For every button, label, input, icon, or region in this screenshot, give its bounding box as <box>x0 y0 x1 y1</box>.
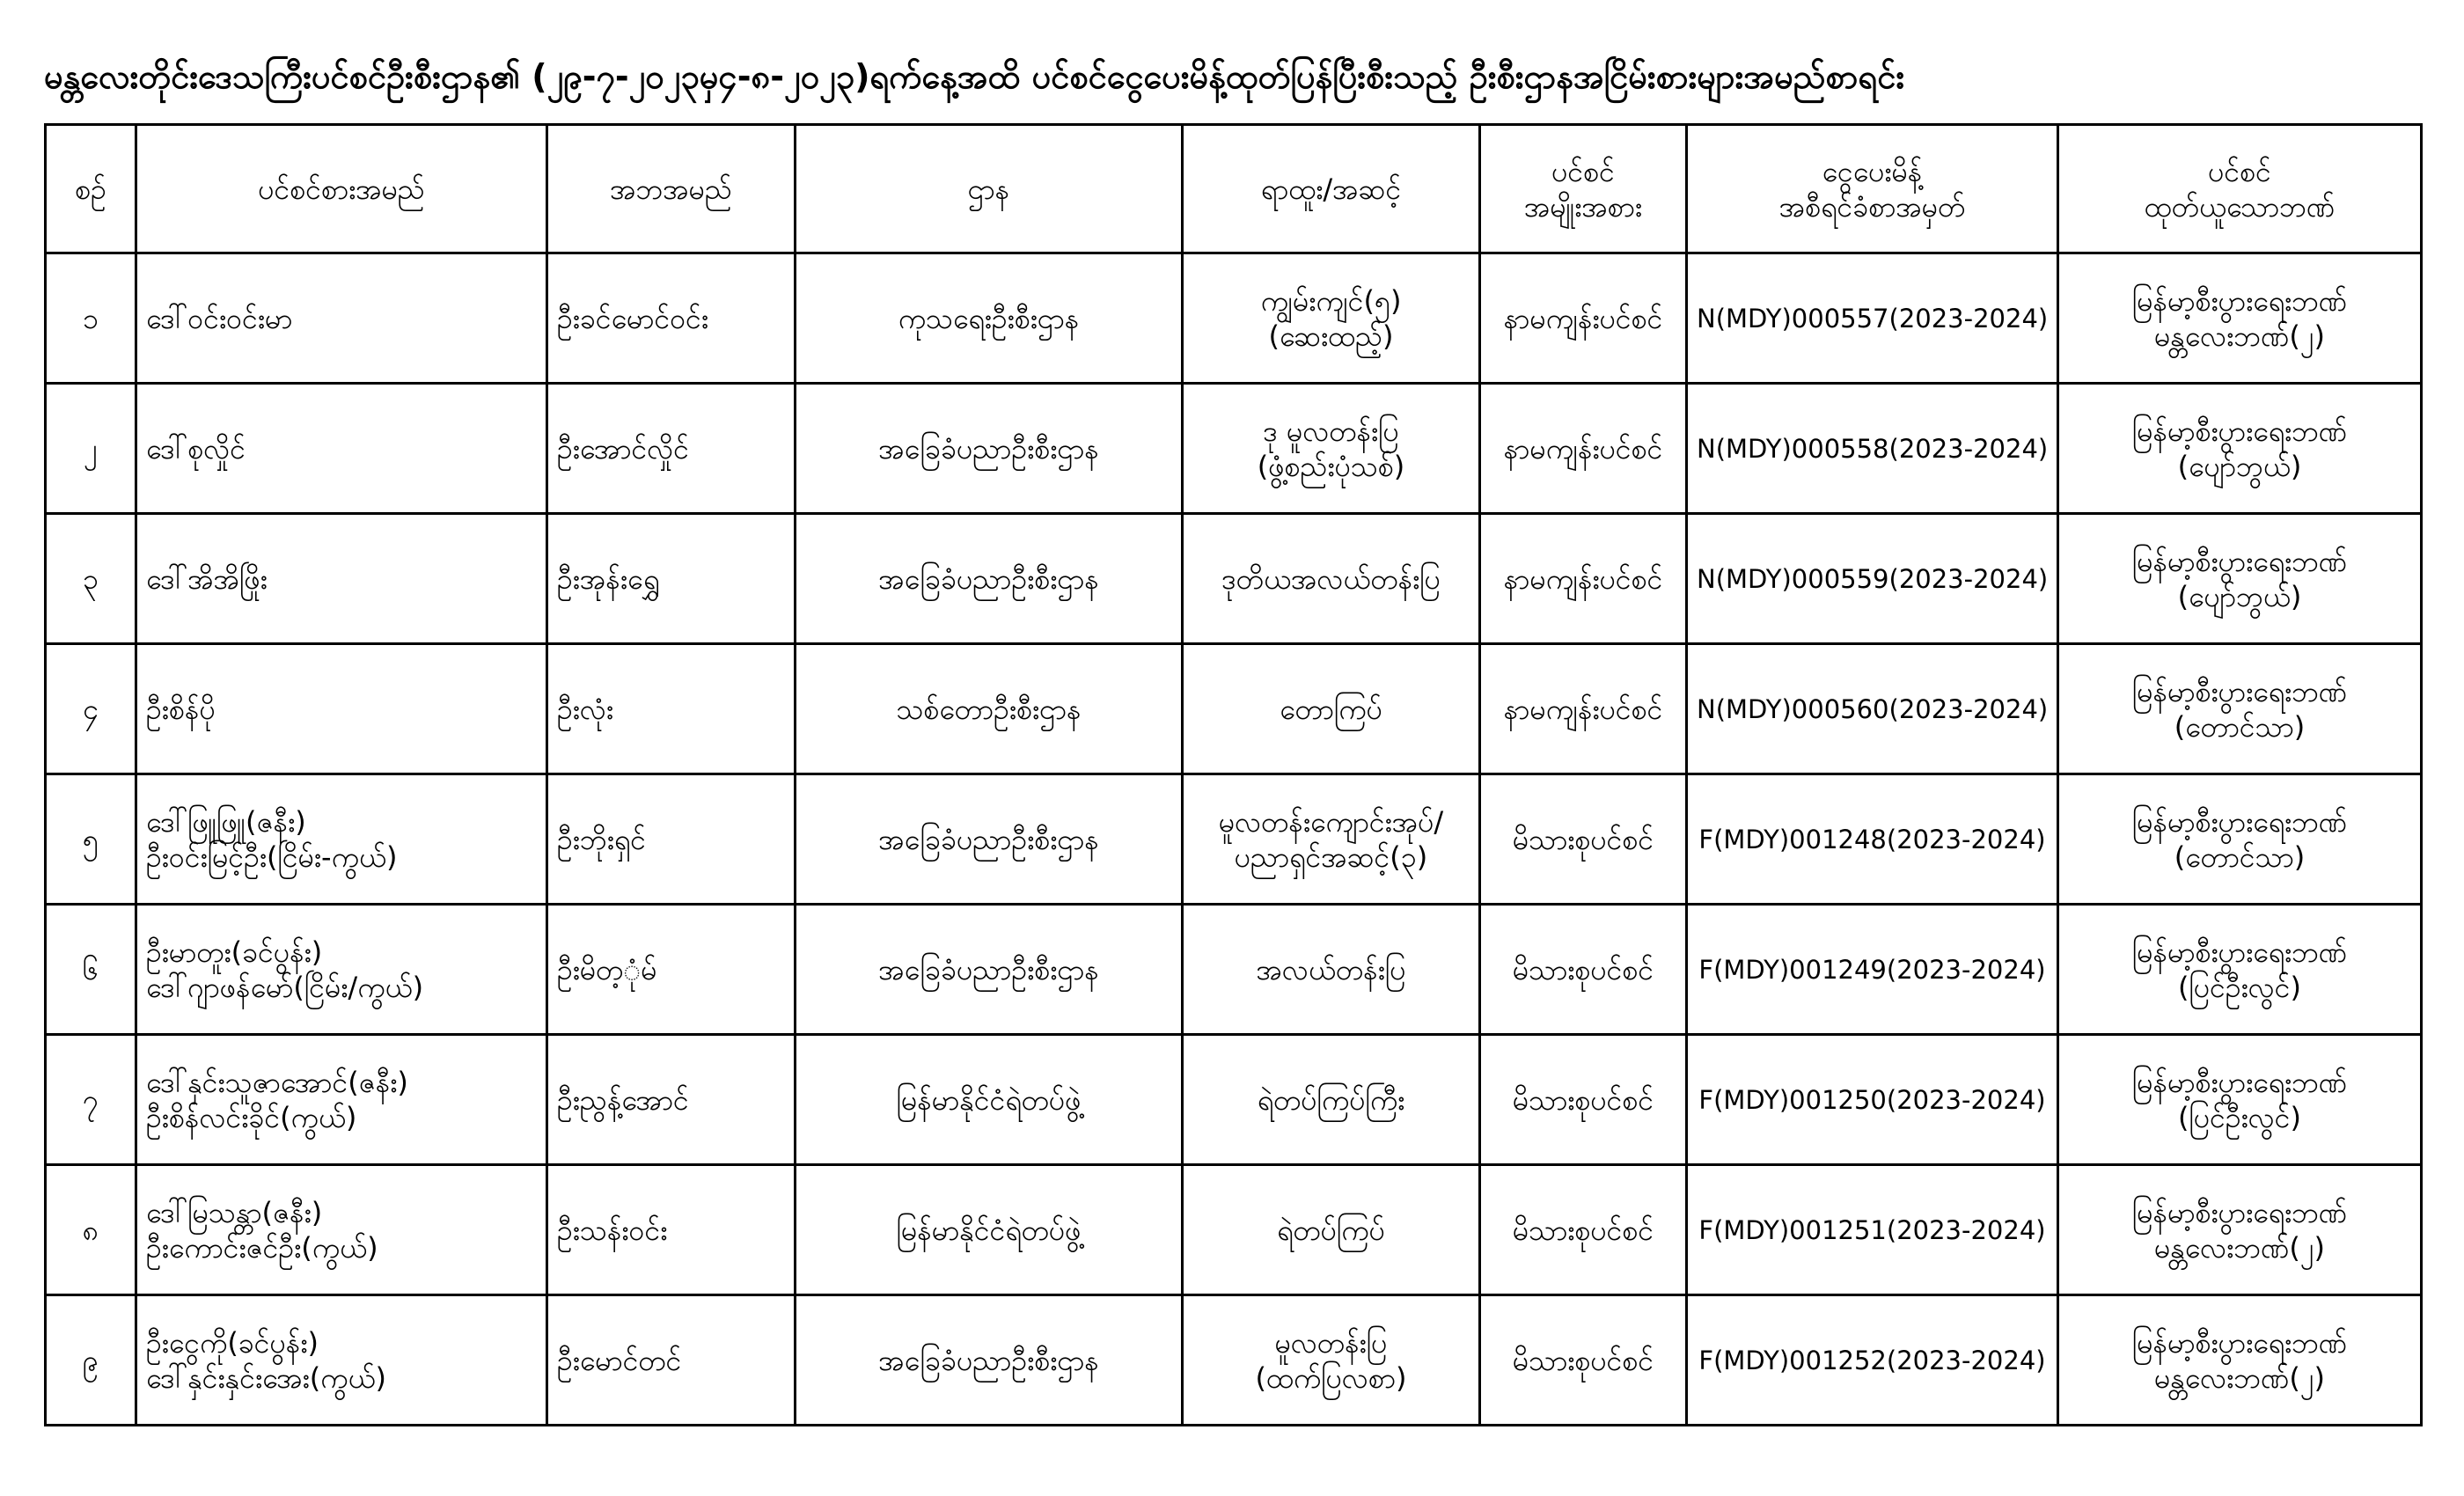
cell-no-text: ၂ <box>84 431 98 466</box>
cell-no <box>46 1295 136 1426</box>
cell-order-number <box>1687 1295 2058 1426</box>
cell-pensioner-name-text: ဦးကောင်းဇင်ဦး(ကွယ်) <box>146 1230 378 1265</box>
cell-pensioner-name-text: ဦးမာတူး(ခင်ပွန်း) <box>146 935 323 969</box>
cell-father-name-text: ဦးသန်းဝင်း <box>557 1213 668 1247</box>
cell-pension-type-text: နာမကျန်းပင်စင် <box>1503 301 1663 335</box>
cell-pension-type <box>1480 1165 1687 1295</box>
table-body <box>46 253 2422 1426</box>
cell-rank-text: ပညာရှင်အဆင့်(၃) <box>1234 840 1428 874</box>
table-row <box>46 384 2422 514</box>
cell-order-number <box>1687 384 2058 514</box>
cell-pensioner-name-text: ဒေါ်ဂျာဖန်မော်(ငြိမ်း/ကွယ်) <box>146 970 424 1004</box>
cell-father-name <box>547 514 796 644</box>
header-department <box>796 125 1183 253</box>
cell-pension-type-text: မိသားစုပင်စင် <box>1512 822 1654 856</box>
cell-department-text: အခြေခံပညာဦးစီးဌာန <box>878 822 1099 856</box>
cell-bank <box>2058 774 2422 905</box>
header-label-line2: ထုတ်ယူသောဘဏ် <box>2144 189 2336 224</box>
cell-bank-text: မြန်မာ့စီးပွားရေးဘဏ် <box>2131 414 2348 448</box>
cell-department <box>796 253 1183 384</box>
cell-bank-text: မြန်မာ့စီးပွားရေးဘဏ် <box>2131 283 2348 318</box>
cell-pension-type-text: နာမကျန်းပင်စင် <box>1503 561 1663 596</box>
cell-father-name-text: ဦးမိတ့ုံမ် <box>557 952 657 986</box>
cell-rank <box>1183 1035 1480 1165</box>
cell-bank-text: မန္တလေးဘဏ်(၂) <box>2153 319 2326 353</box>
header-label: အဘအမည် <box>610 172 732 206</box>
header-label: စဉ် <box>75 172 106 206</box>
cell-department <box>796 1295 1183 1426</box>
cell-no-text: ၆ <box>83 952 99 986</box>
cell-bank-text: မြန်မာ့စီးပွားရေးဘဏ် <box>2131 935 2348 969</box>
cell-no <box>46 253 136 384</box>
cell-rank-text: (ထက်ပြလစာ) <box>1255 1360 1407 1395</box>
cell-pensioner-name <box>136 644 547 774</box>
cell-father-name-text: ဦးဘိုးရှင် <box>557 822 646 856</box>
cell-rank <box>1183 905 1480 1035</box>
cell-pension-type-text: မိသားစုပင်စင် <box>1512 1082 1654 1117</box>
cell-no <box>46 1165 136 1295</box>
cell-department <box>796 384 1183 514</box>
cell-no-text: ၅ <box>83 822 99 856</box>
document-title: မန္တလေးတိုင်းဒေသကြီးပင်စင်ဦးစီးဌာန၏ (၂၉-၇-၂၀၂၃မှ၄-၈-၂၀၂၃)ရက်နေ့အထိ ပင်စင်ငွေပေးမိန့်ထုတ်ပြန်ပြီးစီးသည့် ဦးစီးဌာနအငြိမ်းစားများအမည်စာရင်း <box>44 57 1905 96</box>
header-no <box>46 125 136 253</box>
table-row <box>46 774 2422 905</box>
cell-father-name <box>547 384 796 514</box>
cell-rank-text: မူလတန်းကျောင်းအုပ်/ <box>1218 804 1444 839</box>
cell-bank-text: မြန်မာ့စီးပွားရေးဘဏ် <box>2131 804 2348 839</box>
cell-no-text: ၇ <box>83 1082 99 1117</box>
header-label: ရာထူး/အဆင့် <box>1260 172 1402 206</box>
cell-pension-type <box>1480 644 1687 774</box>
cell-father-name <box>547 1295 796 1426</box>
cell-pensioner-name <box>136 514 547 644</box>
cell-pension-type <box>1480 253 1687 384</box>
cell-order-number-text: N(MDY)000557(2023-2024) <box>1697 303 2049 334</box>
header-label: ငွေပေးမိန့် <box>1822 154 1923 188</box>
cell-pensioner-name <box>136 1165 547 1295</box>
cell-order-number-text: F(MDY)001248(2023-2024) <box>1698 824 2046 854</box>
cell-pension-type-text: မိသားစုပင်စင် <box>1512 1213 1654 1247</box>
cell-order-number-text: F(MDY)001252(2023-2024) <box>1698 1345 2046 1375</box>
cell-rank <box>1183 253 1480 384</box>
cell-bank-text: (ပျော်ဘွယ်) <box>2177 449 2302 483</box>
header-label: ပင်စင်စားအမည် <box>258 172 425 206</box>
cell-pensioner-name-text: ဒေါ်ဖြူဖြူ(ဇနီး) <box>146 804 306 839</box>
cell-father-name <box>547 1035 796 1165</box>
table-row <box>46 514 2422 644</box>
cell-father-name-text: ဦးအောင်လှိုင် <box>557 431 690 466</box>
cell-order-number <box>1687 774 2058 905</box>
cell-bank <box>2058 514 2422 644</box>
cell-pensioner-name <box>136 1035 547 1165</box>
cell-bank-text: မြန်မာ့စီးပွားရေးဘဏ် <box>2131 1195 2348 1229</box>
header-row <box>46 125 2422 253</box>
cell-bank-text: မန္တလေးဘဏ်(၂) <box>2153 1360 2326 1395</box>
cell-rank <box>1183 774 1480 905</box>
cell-department-text: မြန်မာနိုင်ငံရဲတပ်ဖွဲ့ <box>896 1213 1082 1247</box>
cell-rank-text: (ဖွံ့စည်းပုံသစ်) <box>1257 449 1405 483</box>
cell-pensioner-name-text: ဦးဝင်းမြင့်ဦး(ငြိမ်း-ကွယ်) <box>146 840 398 874</box>
cell-pensioner-name <box>136 905 547 1035</box>
cell-father-name <box>547 253 796 384</box>
cell-pension-type <box>1480 774 1687 905</box>
cell-department <box>796 1035 1183 1165</box>
cell-department-text: မြန်မာနိုင်ငံရဲတပ်ဖွဲ့ <box>896 1082 1082 1117</box>
cell-rank-text: ရဲတပ်ကြပ် <box>1277 1213 1385 1247</box>
cell-bank <box>2058 384 2422 514</box>
cell-department-text: ကုသရေးဦးစီးဌာန <box>898 301 1080 335</box>
cell-rank <box>1183 644 1480 774</box>
cell-order-number <box>1687 905 2058 1035</box>
cell-father-name <box>547 1165 796 1295</box>
cell-bank <box>2058 905 2422 1035</box>
header-pensioner-name <box>136 125 547 253</box>
cell-no <box>46 644 136 774</box>
cell-pensioner-name-text: ဒေါ်နှင်းသူဇာအောင်(ဇနီး) <box>146 1065 408 1099</box>
cell-rank <box>1183 384 1480 514</box>
cell-rank <box>1183 1165 1480 1295</box>
cell-department-text: အခြေခံပညာဦးစီးဌာန <box>878 1343 1099 1377</box>
cell-order-number <box>1687 1165 2058 1295</box>
cell-bank <box>2058 1035 2422 1165</box>
header-father-name <box>547 125 796 253</box>
cell-bank <box>2058 253 2422 384</box>
cell-father-name <box>547 905 796 1035</box>
cell-department-text: အခြေခံပညာဦးစီးဌာန <box>878 431 1099 466</box>
cell-father-name-text: ဦးခင်မောင်ဝင်း <box>557 301 709 335</box>
cell-bank-text: မြန်မာ့စီးပွားရေးဘဏ် <box>2131 544 2348 578</box>
cell-rank-text: ကျွမ်းကျင်(၅) <box>1260 283 1402 318</box>
cell-no-text: ၉ <box>83 1343 99 1377</box>
cell-bank <box>2058 1165 2422 1295</box>
cell-rank-text: ရဲတပ်ကြပ်ကြီး <box>1257 1082 1405 1117</box>
cell-father-name-text: ဦးအုန်းရွှေ <box>557 561 660 596</box>
cell-pensioner-name-text: ဦးစိန်လင်းခိုင်(ကွယ်) <box>146 1100 357 1134</box>
header-bank <box>2058 125 2422 253</box>
table-row <box>46 1295 2422 1426</box>
cell-order-number <box>1687 514 2058 644</box>
table-row <box>46 905 2422 1035</box>
cell-pension-type <box>1480 905 1687 1035</box>
cell-pensioner-name-text: ဒေါ်နှင်းနှင်းအေး(ကွယ်) <box>146 1360 387 1395</box>
header-rank <box>1183 125 1480 253</box>
cell-rank-text: ဒု မူလတန်းပြ <box>1263 414 1399 448</box>
cell-pension-type <box>1480 384 1687 514</box>
cell-department <box>796 1165 1183 1295</box>
cell-order-number <box>1687 1035 2058 1165</box>
cell-father-name-text: ဦးလုံး <box>557 692 613 726</box>
cell-pensioner-name-text: ဒေါ်ဝင်းဝင်းမာ <box>146 301 293 335</box>
cell-department <box>796 514 1183 644</box>
cell-bank-text: (တောင်သာ) <box>2174 840 2306 874</box>
cell-order-number-text: F(MDY)001249(2023-2024) <box>1698 954 2046 985</box>
table-header <box>46 125 2422 253</box>
cell-department <box>796 774 1183 905</box>
pensioner-table <box>44 123 2423 1426</box>
header-label: ပင်စင် <box>1551 154 1615 188</box>
cell-pensioner-name <box>136 774 547 905</box>
cell-bank-text: (တောင်သာ) <box>2174 709 2306 744</box>
cell-bank <box>2058 644 2422 774</box>
cell-pension-type <box>1480 1295 1687 1426</box>
cell-department <box>796 644 1183 774</box>
cell-father-name <box>547 644 796 774</box>
cell-bank-text: မန္တလေးဘဏ်(၂) <box>2153 1230 2326 1265</box>
cell-pensioner-name <box>136 384 547 514</box>
header-order-number <box>1687 125 2058 253</box>
cell-no <box>46 514 136 644</box>
cell-rank-text: (ဆေးထည့်) <box>1268 319 1394 353</box>
header-label-line2: အမျိုးအစား <box>1523 189 1643 224</box>
cell-department-text: အခြေခံပညာဦးစီးဌာန <box>878 561 1099 596</box>
cell-order-number <box>1687 644 2058 774</box>
cell-pensioner-name-text: ဒေါ်မြသန္တာ(ဇနီး) <box>146 1195 323 1229</box>
cell-department-text: သစ်တောဦးစီးဌာန <box>896 692 1082 726</box>
cell-pension-type <box>1480 514 1687 644</box>
cell-bank <box>2058 1295 2422 1426</box>
cell-no-text: ၈ <box>82 1213 99 1247</box>
table-row <box>46 1035 2422 1165</box>
cell-pension-type-text: မိသားစုပင်စင် <box>1512 952 1654 986</box>
table-row <box>46 253 2422 384</box>
header-label: ပင်စင် <box>2208 154 2271 188</box>
header-label: ဌာန <box>967 172 1010 206</box>
cell-bank-text: မြန်မာ့စီးပွားရေးဘဏ် <box>2131 674 2348 708</box>
cell-pensioner-name-text: ဒေါ်စုလှိုင် <box>146 431 246 466</box>
cell-bank-text: (ပျော်ဘွယ်) <box>2177 579 2302 613</box>
cell-rank-text: မူလတန်းပြ <box>1274 1325 1388 1360</box>
header-pension-type <box>1480 125 1687 253</box>
table-row <box>46 1165 2422 1295</box>
cell-department <box>796 905 1183 1035</box>
cell-rank-text: ဒုတိယအလယ်တန်းပြ <box>1221 561 1441 596</box>
cell-pensioner-name <box>136 1295 547 1426</box>
cell-bank-text: မြန်မာ့စီးပွားရေးဘဏ် <box>2131 1325 2348 1360</box>
cell-rank <box>1183 1295 1480 1426</box>
cell-rank-text: တောကြပ် <box>1280 692 1382 726</box>
cell-order-number-text: N(MDY)000560(2023-2024) <box>1697 693 2049 724</box>
cell-order-number-text: N(MDY)000558(2023-2024) <box>1697 433 2049 464</box>
cell-no-text: ၁ <box>83 301 99 335</box>
cell-rank <box>1183 514 1480 644</box>
cell-rank-text: အလယ်တန်းပြ <box>1256 952 1406 986</box>
cell-pension-type <box>1480 1035 1687 1165</box>
cell-bank-text: (ပြင်ဦးလွင်) <box>2178 970 2301 1004</box>
cell-pension-type-text: နာမကျန်းပင်စင် <box>1503 431 1663 466</box>
cell-pensioner-name-text: ဦးစိန်ပို <box>146 692 216 726</box>
cell-father-name-text: ဦးမောင်တင် <box>557 1343 682 1377</box>
cell-order-number-text: F(MDY)001250(2023-2024) <box>1698 1084 2046 1115</box>
cell-bank-text: (ပြင်ဦးလွင်) <box>2178 1100 2301 1134</box>
cell-no <box>46 384 136 514</box>
cell-pension-type-text: မိသားစုပင်စင် <box>1512 1343 1654 1377</box>
cell-pension-type-text: နာမကျန်းပင်စင် <box>1503 692 1663 726</box>
cell-department-text: အခြေခံပညာဦးစီးဌာန <box>878 952 1099 986</box>
table-row <box>46 644 2422 774</box>
cell-order-number <box>1687 253 2058 384</box>
cell-bank-text: မြန်မာ့စီးပွားရေးဘဏ် <box>2131 1065 2348 1099</box>
cell-no <box>46 774 136 905</box>
header-label-line2: အစီရင်ခံစာအမှတ် <box>1778 189 1966 224</box>
cell-no <box>46 905 136 1035</box>
cell-order-number-text: N(MDY)000559(2023-2024) <box>1697 563 2049 594</box>
cell-father-name-text: ဦးညွန့်အောင် <box>557 1082 689 1117</box>
cell-no-text: ၄ <box>83 692 99 726</box>
cell-no-text: ၃ <box>83 561 99 596</box>
cell-father-name <box>547 774 796 905</box>
cell-pensioner-name <box>136 253 547 384</box>
cell-pensioner-name-text: ဦးငွေကို(ခင်ပွန်း) <box>146 1325 319 1360</box>
cell-order-number-text: F(MDY)001251(2023-2024) <box>1698 1214 2046 1245</box>
cell-no <box>46 1035 136 1165</box>
cell-pensioner-name-text: ဒေါ်အိအိဖြိုး <box>146 561 268 596</box>
